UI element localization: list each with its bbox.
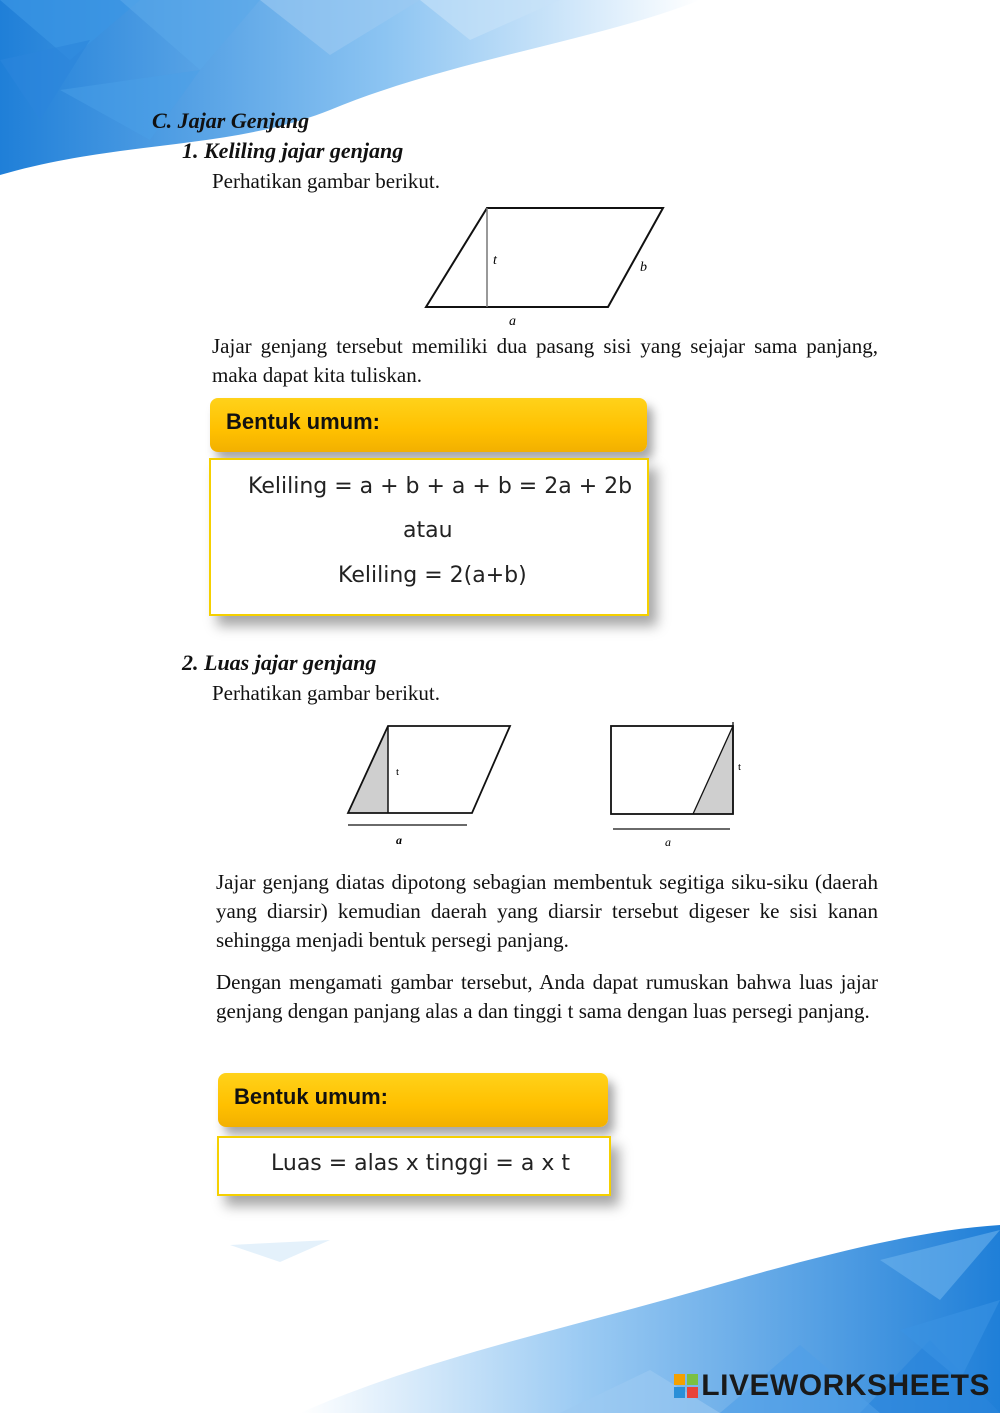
- luas-heading: 2. Luas jajar genjang: [182, 650, 377, 675]
- keliling-intro: Perhatikan gambar berikut.: [212, 169, 441, 193]
- parallelogram-shape: [426, 208, 663, 307]
- keliling-box-title: Bentuk umum:: [226, 409, 380, 434]
- luas-box-title: Bentuk umum:: [234, 1084, 388, 1109]
- luas-paragraph-1: Jajar genjang diatas dipotong sebagian membentuk segitiga siku-siku (daerah yang diarsir) kemudian daerah yang diarsir tersebut digeser ke sisi kanan sehingga menjadi bentuk persegi panjang.: [216, 870, 878, 952]
- keliling-formula-box: [209, 458, 649, 616]
- liveworksheets-text: LIVEWORKSHEETS: [701, 1369, 990, 1402]
- luas-parallelogram-figure: [340, 718, 520, 853]
- luas-box-title-bar: [218, 1073, 608, 1127]
- keliling-box-title-bar: [210, 398, 647, 452]
- parallelogram-figure: [420, 200, 680, 330]
- keliling-heading: 1. Keliling jajar genjang: [182, 138, 404, 163]
- luas-rectangle-figure: [605, 718, 765, 853]
- label-a: a: [396, 833, 402, 847]
- label-t: t: [396, 766, 400, 778]
- keliling-formula-2: Keliling = 2(a+b): [338, 563, 527, 588]
- keliling-description: Jajar genjang tersebut memiliki dua pasang sisi yang sejajar sama panjang, maka dapat kita tuliskan.: [212, 334, 878, 387]
- label-t: t: [738, 761, 742, 773]
- luas-formula-box: [217, 1136, 611, 1196]
- section-title: C. Jajar Genjang: [152, 108, 310, 133]
- liveworksheets-logo: [674, 1369, 990, 1403]
- keliling-formula-or: atau: [403, 518, 453, 543]
- luas-intro: Perhatikan gambar berikut.: [212, 681, 441, 705]
- label-b: b: [640, 260, 647, 275]
- keliling-formula-1: Keliling = a + b + a + b = 2a + 2b: [248, 474, 633, 499]
- label-a: a: [509, 314, 516, 329]
- label-t: t: [493, 253, 497, 268]
- luas-formula: Luas = alas x tinggi = a x t: [271, 1151, 570, 1176]
- luas-paragraph-2: Dengan mengamati gambar tersebut, Anda dapat rumuskan bahwa luas jajar genjang dengan panjang alas a dan tinggi t sama dengan luas persegi panjang.: [216, 970, 878, 1023]
- liveworksheets-icon: [674, 1374, 698, 1398]
- label-a: a: [665, 835, 671, 849]
